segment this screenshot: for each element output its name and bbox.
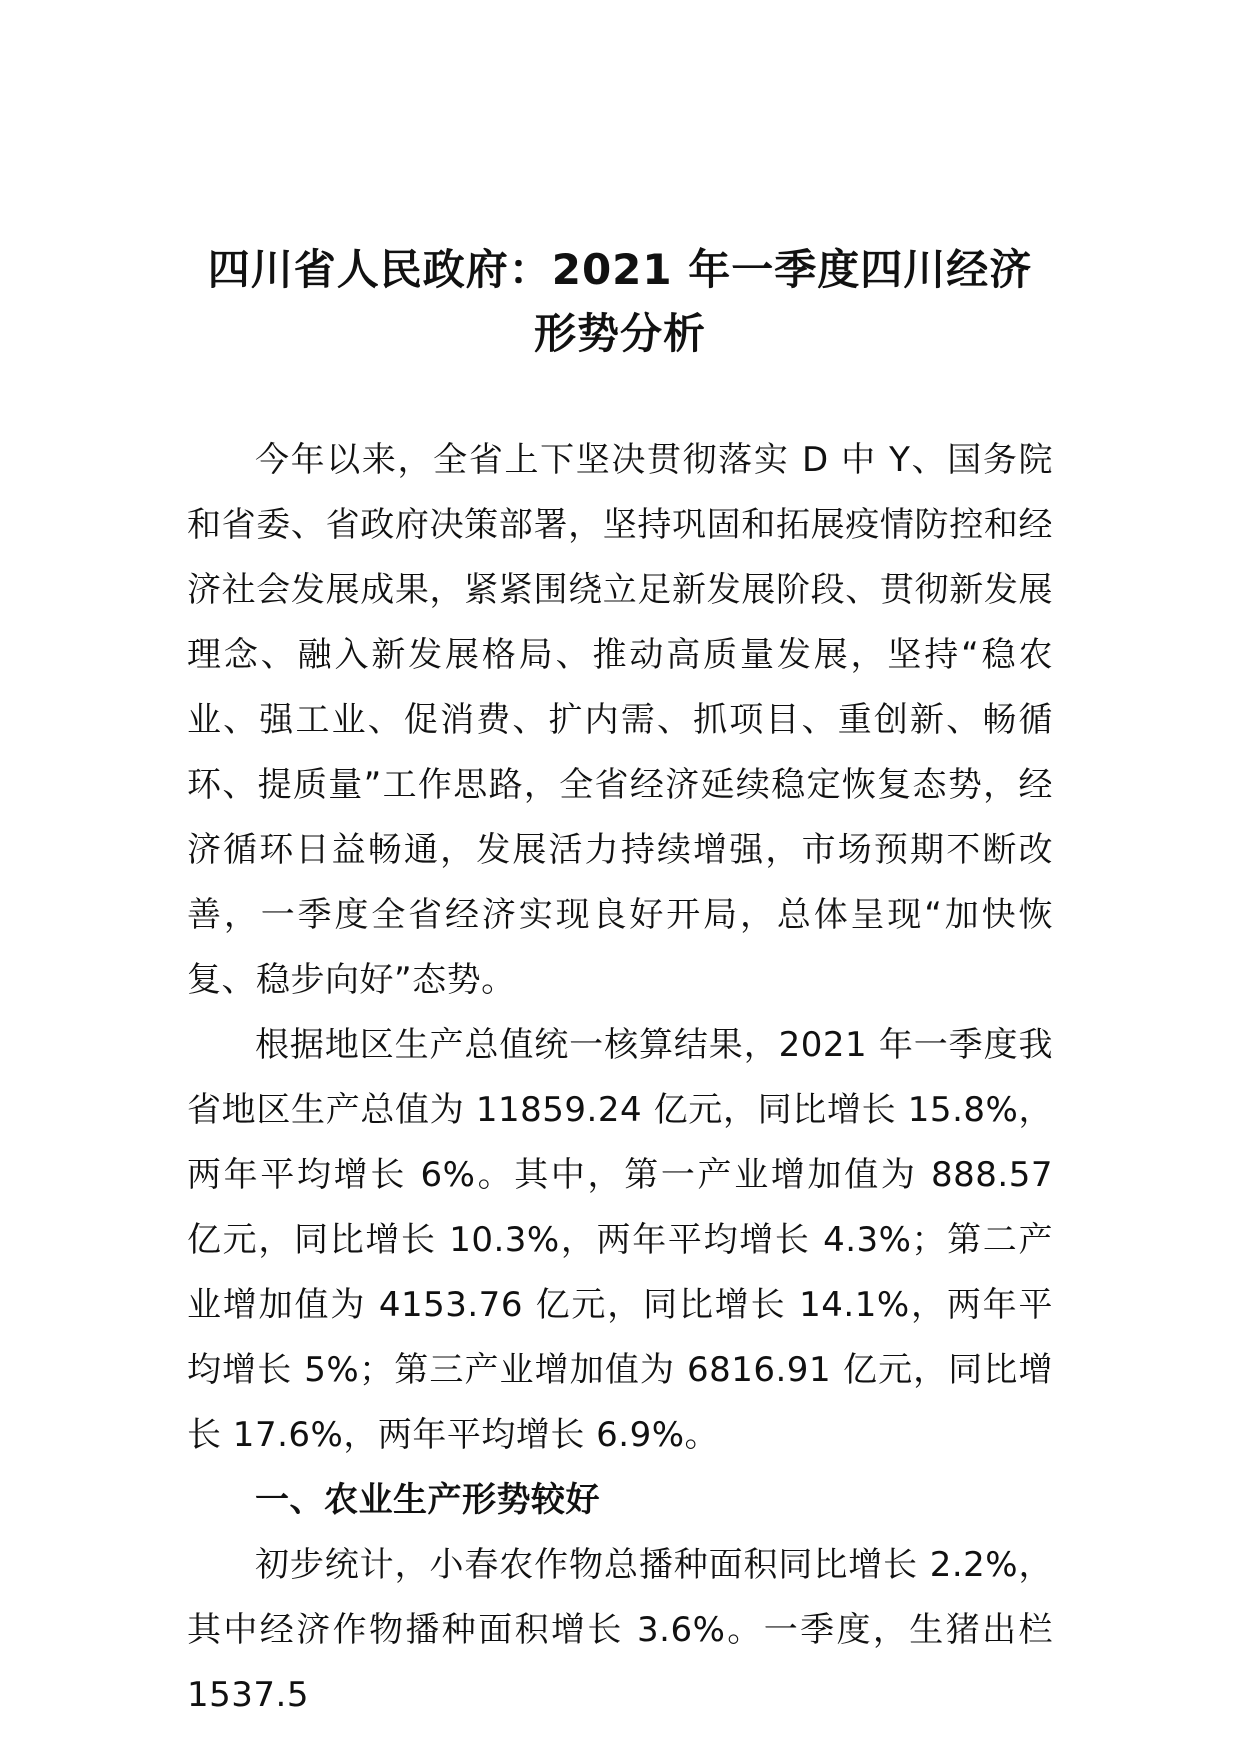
document-title [150, 238, 1090, 366]
intro-paragraph: 今年以来，全省上下坚决贯彻落实 D 中 Y、国务院和省委、省政府决策部署，坚持巩固和拓展疫情防控和经济社会发展成果，紧紧围绕立足新发展阶段、贯彻新发展理念、融入新发展格局、推动高质量发展，坚持“稳农业、强工业、促消费、扩内需、抓项目、重创新、畅循环、提质量”工作思路，全省经济延续稳定恢复态势，经济循环日益畅通，发展活力持续增强，市场预期不断改善，一季度全省经济实现良好开局，总体呈现“加快恢复、稳步向好”态势。 [187, 440, 1053, 1000]
section-heading-agriculture: 一、农业生产形势较好 [255, 1480, 600, 1520]
document-body [187, 428, 1053, 1728]
title-line-1: 四川省人民政府：2021 年一季度四川经济 [207, 245, 1033, 294]
title-line-2: 形势分析 [533, 309, 706, 358]
agriculture-paragraph: 初步统计，小春农作物总播种面积同比增长 2.2%，其中经济作物播种面积增长 3.6%。一季度，生猪出栏 1537.5 [187, 1545, 1053, 1715]
gdp-paragraph: 根据地区生产总值统一核算结果，2021 年一季度我省地区生产总值为 11859.24 亿元，同比增长 15.8%，两年平均增长 6%。其中，第一产业增加值为 888.57 亿元，同比增长 10.3%，两年平均增长 4.3%；第二产业增加值为 4153.76 亿元，同比增长 14.1%，两年平均增长 5%；第三产业增加值为 6816.91 亿元，同比增长 17.6%，两年平均增长 6.9%。 [187, 1025, 1053, 1455]
